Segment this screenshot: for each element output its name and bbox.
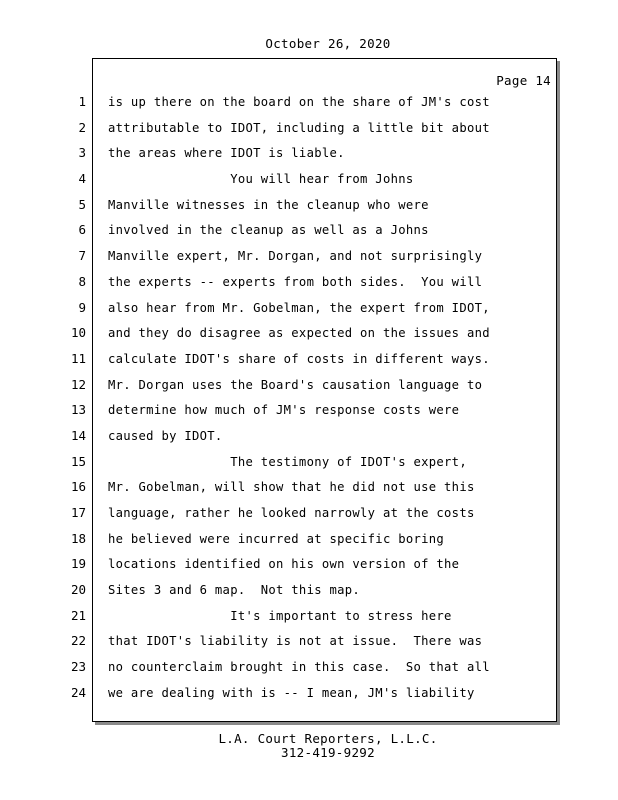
transcript-line: and they do disagree as expected on the issues and (108, 326, 490, 341)
line-number: 1 (78, 94, 86, 109)
transcript-line: the areas where IDOT is liable. (108, 146, 345, 161)
transcript-line: involved in the cleanup as well as a Johns (108, 223, 429, 238)
transcript-line: determine how much of JM's response costs were (108, 403, 460, 418)
transcript-line: attributable to IDOT, including a little bit about (108, 120, 490, 135)
reporter-company: L.A. Court Reporters, L.L.C. (218, 731, 438, 746)
transcript-line: he believed were incurred at specific boring (108, 531, 445, 546)
line-number: 11 (70, 350, 86, 366)
transcript-line: also hear from Mr. Gobelman, the expert from IDOT, (108, 300, 490, 315)
line-number: 3 (78, 145, 86, 161)
line-number: 17 (70, 505, 86, 520)
line-number: 6 (78, 222, 86, 238)
line-number: 24 (70, 684, 86, 700)
transcript-line: that IDOT's liability is not at issue. There was (108, 634, 483, 649)
transcript-body (108, 93, 548, 710)
transcript-line: Manville witnesses in the cleanup who were (108, 197, 429, 212)
line-number: 22 (70, 633, 86, 649)
transcript-line: calculate IDOT's share of costs in different ways. (108, 351, 490, 366)
line-number: 21 (70, 607, 86, 623)
transcript-line: Mr. Dorgan uses the Board's causation language to (108, 377, 483, 392)
transcript-line: Manville expert, Mr. Dorgan, and not surprisingly (108, 249, 483, 264)
line-number: 5 (78, 196, 86, 212)
line-number: 4 (78, 171, 86, 187)
line-number: 15 (70, 453, 86, 469)
line-number: 13 (70, 402, 86, 418)
footer (0, 732, 618, 760)
transcript-line: is up there on the board on the share of JM's cost (108, 95, 490, 109)
line-number: 20 (70, 582, 86, 598)
line-number: 9 (78, 299, 86, 315)
transcript-line: we are dealing with is -- I mean, JM's liability (108, 685, 475, 700)
page-number: Page 14 (496, 73, 551, 88)
line-number: 23 (70, 659, 86, 675)
transcript-line: It's important to stress here (108, 608, 452, 623)
line-number: 2 (78, 119, 86, 135)
line-number-column (60, 93, 86, 710)
line-number: 16 (70, 479, 86, 495)
reporter-phone: 312-419-9292 (281, 745, 375, 760)
transcript-line: locations identified on his own version of the (108, 557, 460, 572)
line-number: 14 (70, 427, 86, 443)
transcript-line: no counterclaim brought in this case. So that all (108, 660, 490, 675)
transcript-line: the experts -- experts from both sides. You will (108, 274, 483, 289)
line-number: 8 (78, 273, 86, 289)
line-number: 12 (70, 376, 86, 392)
transcript-line: Sites 3 and 6 map. Not this map. (108, 583, 361, 598)
line-number: 10 (70, 325, 86, 341)
line-number: 18 (70, 530, 86, 546)
transcript-date: October 26, 2020 (265, 36, 391, 51)
line-number: 7 (78, 248, 86, 264)
transcript-line: The testimony of IDOT's expert, (108, 454, 467, 469)
transcript-line: language, rather he looked narrowly at the costs (108, 506, 475, 520)
line-number: 19 (70, 556, 86, 572)
transcript-line: caused by IDOT. (108, 428, 223, 443)
transcript-line: You will hear from Johns (108, 172, 414, 187)
transcript-line: Mr. Gobelman, will show that he did not use this (108, 480, 475, 495)
